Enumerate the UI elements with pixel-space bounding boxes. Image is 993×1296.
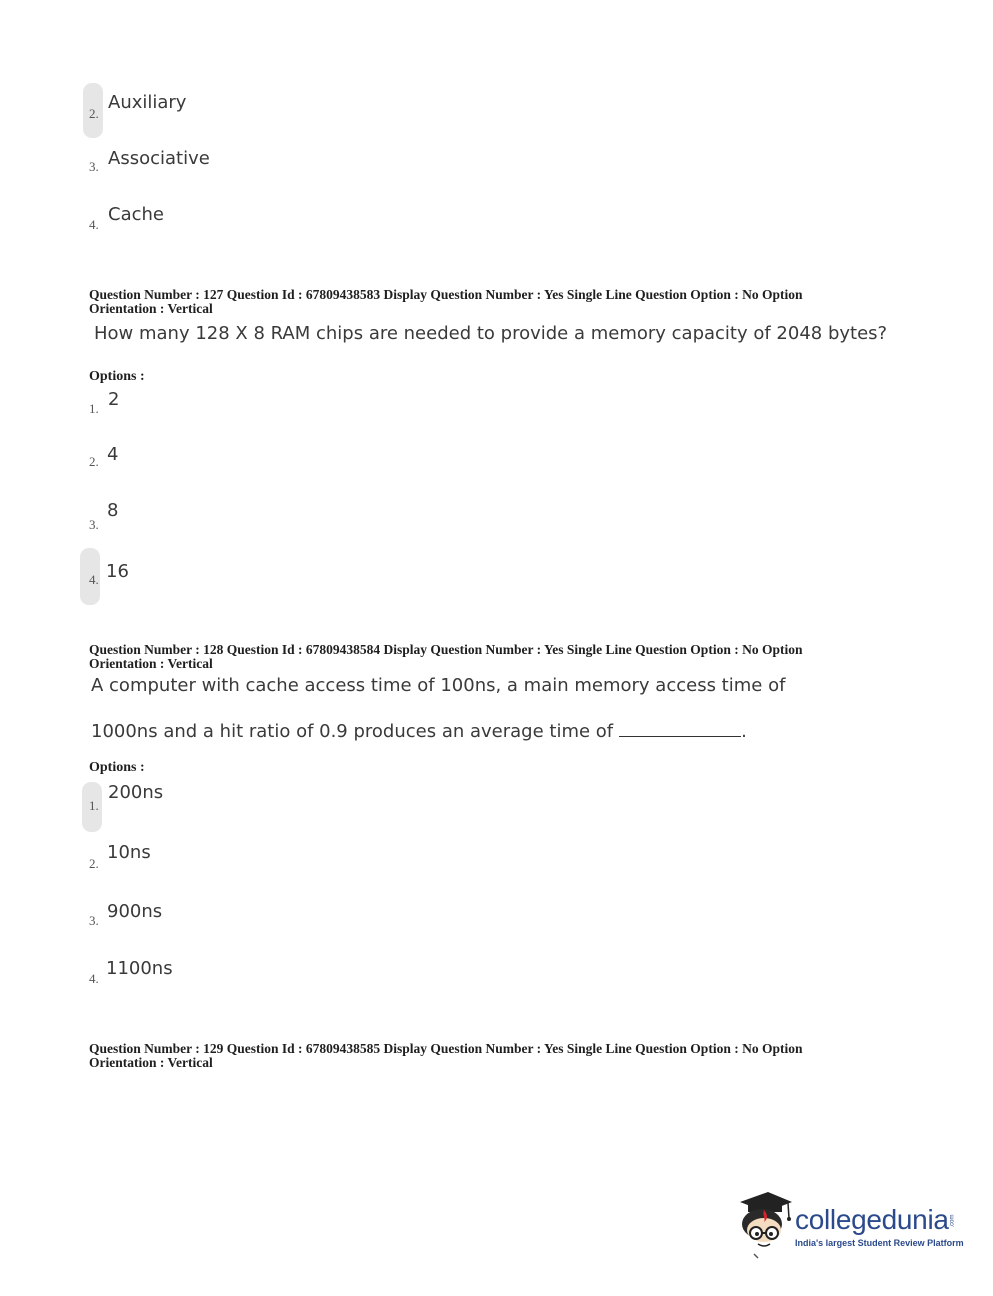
option-number: 4. <box>89 217 99 232</box>
logo-wordmark: collegedunia <box>795 1204 949 1235</box>
option-number: 2. <box>89 106 99 121</box>
option-number: 2. <box>89 856 99 871</box>
logo-tagline: India's largest Student Review Platform <box>795 1238 964 1248</box>
option-text[interactable]: 200ns <box>108 782 164 803</box>
option-number: 1. <box>89 798 99 813</box>
meta-line: Orientation : Vertical <box>89 1055 213 1070</box>
options-label: Options : <box>89 369 145 384</box>
question-meta <box>89 1042 889 1070</box>
option-number: 2. <box>89 454 99 469</box>
option-text[interactable]: 10ns <box>107 842 151 863</box>
option-text[interactable]: 8 <box>107 500 119 521</box>
option-text[interactable]: Cache <box>108 204 164 225</box>
question-text-line: A computer with cache access time of 100ns, a main memory access time of <box>91 675 786 696</box>
answer-blank <box>619 726 741 737</box>
question-meta <box>89 288 889 316</box>
meta-line: Question Number : 128 Question Id : 67809438584 Display Question Number : Yes Single Line Question Option : No Option <box>89 642 803 657</box>
option-text[interactable]: 2 <box>108 389 120 410</box>
meta-line: Question Number : 129 Question Id : 67809438585 Display Question Number : Yes Single Line Question Option : No Option <box>89 1041 803 1056</box>
option-text[interactable]: Auxiliary <box>108 92 187 113</box>
option-text[interactable]: 900ns <box>107 901 163 922</box>
option-text[interactable]: 16 <box>106 561 129 582</box>
option-number: 1. <box>89 401 99 416</box>
option-number: 3. <box>89 913 99 928</box>
option-number: 4. <box>89 971 99 986</box>
question-meta <box>89 643 889 671</box>
meta-line: Orientation : Vertical <box>89 301 213 316</box>
question-text-line <box>91 721 747 742</box>
option-number: 3. <box>89 517 99 532</box>
question-text-fragment: 1000ns and a hit ratio of 0.9 produces an average time of <box>91 721 614 742</box>
option-text[interactable]: Associative <box>108 148 210 169</box>
option-number: 4. <box>89 572 99 587</box>
question-text-end: . <box>741 721 747 742</box>
meta-line: Orientation : Vertical <box>89 656 213 671</box>
options-label: Options : <box>89 760 145 775</box>
option-text[interactable]: 1100ns <box>106 958 173 979</box>
option-text[interactable]: 4 <box>107 444 119 465</box>
meta-line: Question Number : 127 Question Id : 67809438583 Display Question Number : Yes Single Line Question Option : No Option <box>89 287 803 302</box>
mascot-icon <box>734 1188 794 1260</box>
logo-com: .com <box>949 1214 956 1228</box>
question-text: How many 128 X 8 RAM chips are needed to provide a memory capacity of 2048 bytes? <box>94 323 888 344</box>
option-number: 3. <box>89 159 99 174</box>
